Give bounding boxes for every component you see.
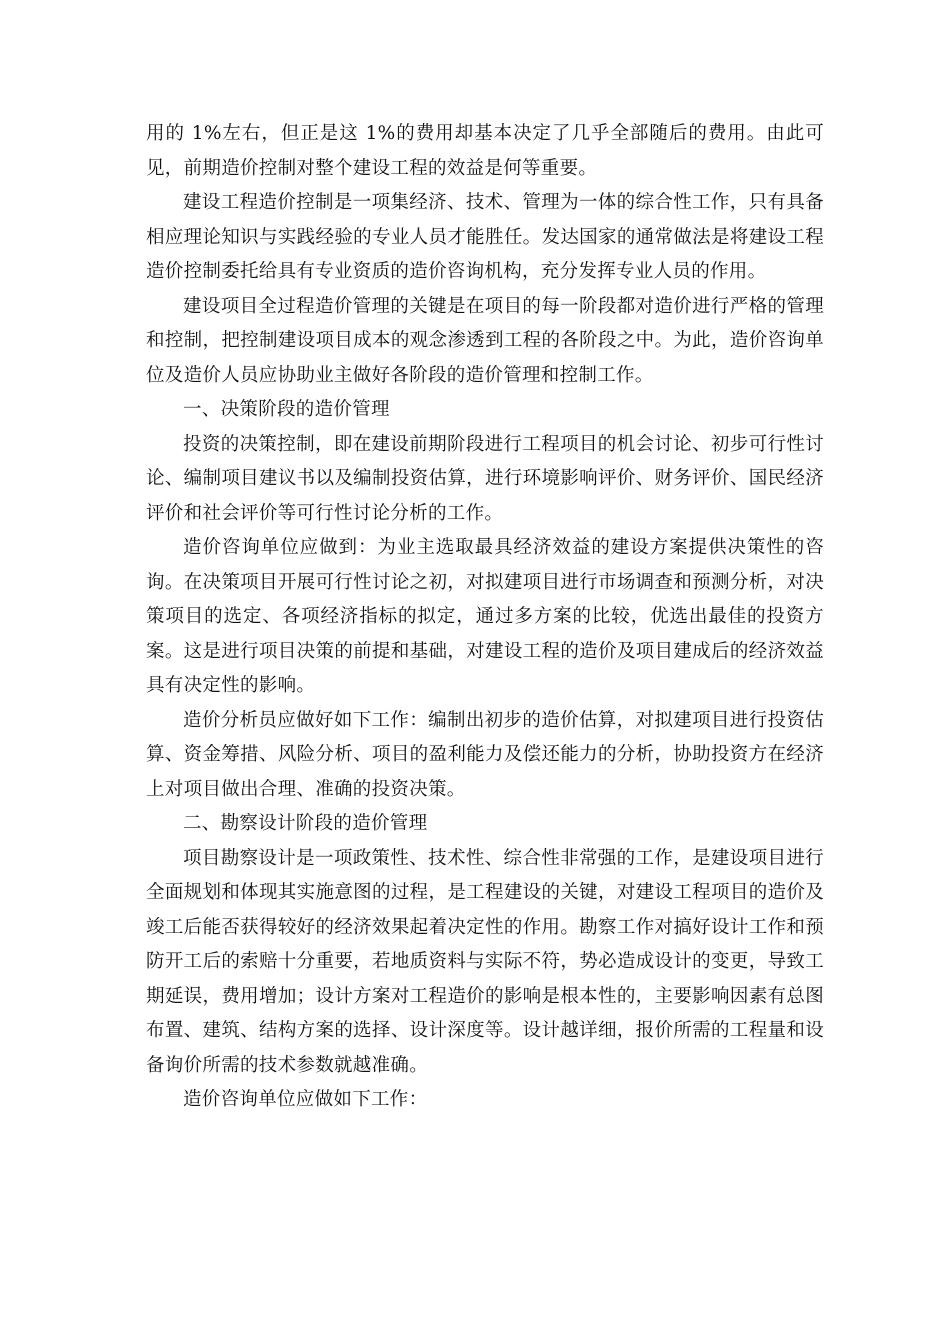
document-page [146,117,824,1118]
paragraph-continuation: 用的 1%左右，但正是这 1%的费用却基本决定了几乎全部随后的费用。由此可见，前期造价控制对整个建设工程的效益是何等重要。 [146,123,824,179]
section-heading: 二、勘察设计阶段的造价管理 [183,813,428,834]
paragraph: 造价咨询单位应做到：为业主选取最具经济效益的建设方案提供决策性的咨询。在决策项目开展可行性讨论之初，对拟建项目进行市场调查和预测分析，对决策项目的选定、各项经济指标的拟定，通过多方案的比较，优选出最佳的投资方案。这是进行项目决策的前提和基础，对建设工程的造价及项目建成后的经济效益具有决定性的影响。 [146,537,824,696]
paragraph: 造价咨询单位应做如下工作： [183,1089,428,1110]
paragraph: 投资的决策控制，即在建设前期阶段进行工程项目的机会讨论、初步可行性讨论、编制项目建议书以及编制投资估算，进行环境影响评价、财务评价、国民经济评价和社会评价等可行性讨论分析的工作。 [146,433,824,524]
section-heading: 一、决策阶段的造价管理 [183,399,390,420]
paragraph: 造价分析员应做好如下工作：编制出初步的造价估算，对拟建项目进行投资估算、资金筹措、风险分析、项目的盈利能力及偿还能力的分析，协助投资方在经济上对项目做出合理、准确的投资决策。 [146,709,824,800]
paragraph: 项目勘察设计是一项政策性、技术性、综合性非常强的工作，是建设项目进行全面规划和体现其实施意图的过程，是工程建设的关键，对建设工程项目的造价及竣工后能否获得较好的经济效果起着决定性的作用。勘察工作对搞好设计工作和预防开工后的索赔十分重要，若地质资料与实际不符，势必造成设计的变更，导致工期延误，费用增加；设计方案对工程造价的影响是根本性的，主要影响因素有总图布置、建筑、结构方案的选择、设计深度等。设计越详细，报价所需的工程量和设备询价所需的技术参数就越准确。 [146,847,824,1076]
paragraph: 建设项目全过程造价管理的关键是在项目的每一阶段都对造价进行严格的管理和控制，把控制建设项目成本的观念渗透到工程的各阶段之中。为此，造价咨询单位及造价人员应协助业主做好各阶段的造价管理和控制工作。 [146,295,824,386]
paragraph: 建设工程造价控制是一项集经济、技术、管理为一体的综合性工作，只有具备相应理论知识与实践经验的专业人员才能胜任。发达国家的通常做法是将建设工程造价控制委托给具有专业资质的造价咨询机构，充分发挥专业人员的作用。 [146,192,824,282]
